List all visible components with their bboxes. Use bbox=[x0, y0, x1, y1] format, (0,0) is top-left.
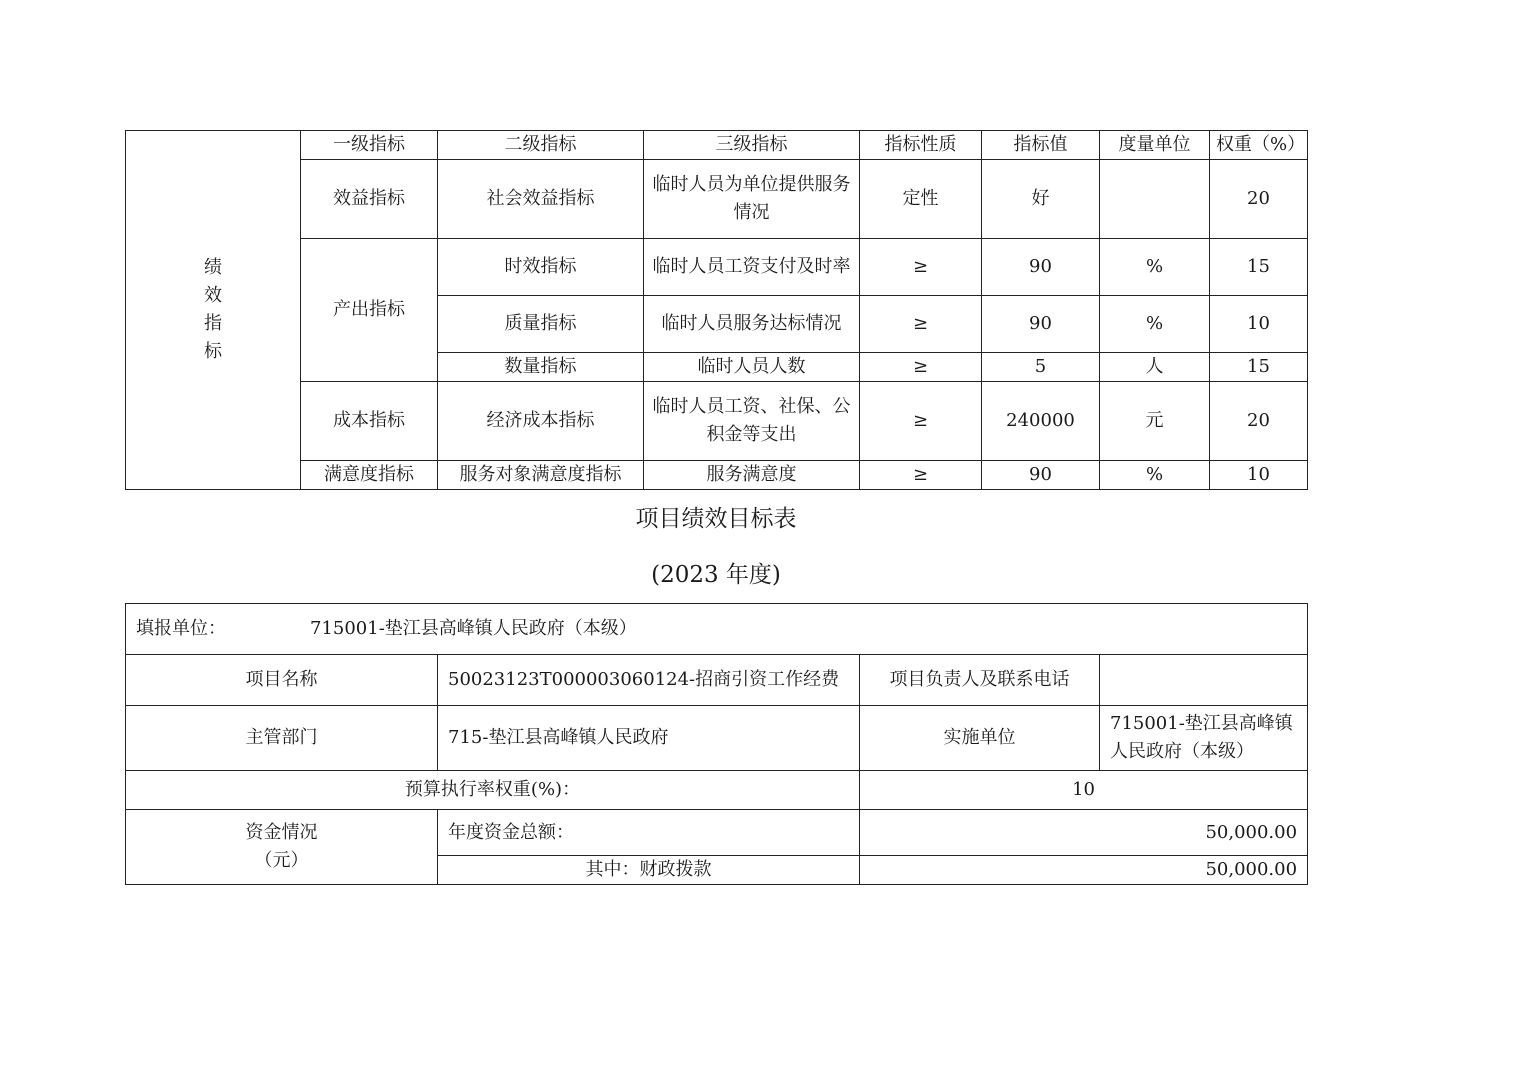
cell-value: 好 bbox=[982, 160, 1100, 239]
header-level1: 一级指标 bbox=[301, 131, 438, 160]
cell-value: 240000 bbox=[982, 382, 1100, 461]
cell-value: 90 bbox=[982, 461, 1100, 490]
cell-nature: 定性 bbox=[860, 160, 982, 239]
funds-label-line: （元） bbox=[254, 850, 309, 871]
cell-level2: 质量指标 bbox=[438, 296, 644, 353]
cell-weight: 10 bbox=[1210, 461, 1308, 490]
cell-nature: ≥ bbox=[860, 296, 982, 353]
header-nature: 指标性质 bbox=[860, 131, 982, 160]
project-name-label: 项目名称 bbox=[126, 655, 438, 706]
document-title: 项目绩效目标表 bbox=[635, 506, 797, 532]
project-name-value: 50023123T000003060124-招商引资工作经费 bbox=[438, 655, 860, 706]
cell-unit: 人 bbox=[1100, 353, 1210, 382]
cell-nature: ≥ bbox=[860, 461, 982, 490]
fiscal-funds-label: 其中：财政拨款 bbox=[438, 856, 860, 885]
cell-unit: % bbox=[1100, 461, 1210, 490]
cell-level1: 成本指标 bbox=[301, 382, 438, 461]
cell-value: 90 bbox=[982, 296, 1100, 353]
cell-weight: 15 bbox=[1210, 353, 1308, 382]
cell-value: 90 bbox=[982, 239, 1100, 296]
header-value: 指标值 bbox=[982, 131, 1100, 160]
header-unit: 度量单位 bbox=[1100, 131, 1210, 160]
table-row bbox=[126, 160, 1308, 239]
cell-level1: 效益指标 bbox=[301, 160, 438, 239]
cell-level1: 满意度指标 bbox=[301, 461, 438, 490]
cell-weight: 20 bbox=[1210, 160, 1308, 239]
cell-level2: 经济成本指标 bbox=[438, 382, 644, 461]
cell-level2: 社会效益指标 bbox=[438, 160, 644, 239]
section-label-char: 指 bbox=[204, 313, 222, 334]
performance-indicator-table bbox=[125, 130, 1308, 490]
cell-weight: 10 bbox=[1210, 296, 1308, 353]
contact-value bbox=[1100, 655, 1308, 706]
cell-nature: ≥ bbox=[860, 239, 982, 296]
cell-level3: 临时人员服务达标情况 bbox=[644, 296, 860, 353]
dept-label: 主管部门 bbox=[126, 706, 438, 771]
fiscal-funds-value: 50,000.00 bbox=[860, 856, 1308, 885]
contact-label: 项目负责人及联系电话 bbox=[860, 655, 1100, 706]
impl-label: 实施单位 bbox=[860, 706, 1100, 771]
cell-weight: 15 bbox=[1210, 239, 1308, 296]
total-funds-value: 50,000.00 bbox=[860, 810, 1308, 856]
cell-level2: 服务对象满意度指标 bbox=[438, 461, 644, 490]
cell-level2: 数量指标 bbox=[438, 353, 644, 382]
cell-level3: 临时人员工资、社保、公积金等支出 bbox=[644, 382, 860, 461]
budget-weight-label: 预算执行率权重(%)： bbox=[126, 771, 860, 810]
project-info-table bbox=[125, 603, 1308, 885]
table-row bbox=[126, 239, 1308, 296]
cell-value: 5 bbox=[982, 353, 1100, 382]
table-row bbox=[126, 461, 1308, 490]
section-label-char: 绩 bbox=[204, 257, 222, 278]
cell-unit: % bbox=[1100, 239, 1210, 296]
budget-weight-value: 10 bbox=[860, 771, 1308, 810]
total-funds-label: 年度资金总额： bbox=[438, 810, 860, 856]
fill-unit-row bbox=[126, 604, 1308, 655]
cell-level3: 服务满意度 bbox=[644, 461, 860, 490]
fill-unit-value: 715001-垫江县高峰镇人民政府（本级） bbox=[310, 618, 637, 639]
cell-nature: ≥ bbox=[860, 353, 982, 382]
cell-nature: ≥ bbox=[860, 382, 982, 461]
impl-value: 715001-垫江县高峰镇人民政府（本级） bbox=[1100, 706, 1308, 771]
cell-level1: 产出指标 bbox=[301, 239, 438, 382]
header-level2: 二级指标 bbox=[438, 131, 644, 160]
cell-unit: % bbox=[1100, 296, 1210, 353]
performance-section-label bbox=[126, 131, 301, 490]
section-label-char: 效 bbox=[204, 285, 222, 306]
funds-label bbox=[126, 810, 438, 885]
table-row bbox=[126, 382, 1308, 461]
document-year: (2023 年度) bbox=[651, 562, 781, 588]
cell-level3: 临时人员为单位提供服务情况 bbox=[644, 160, 860, 239]
cell-level3: 临时人员人数 bbox=[644, 353, 860, 382]
header-level3: 三级指标 bbox=[644, 131, 860, 160]
cell-unit bbox=[1100, 160, 1210, 239]
dept-value: 715-垫江县高峰镇人民政府 bbox=[438, 706, 860, 771]
header-weight: 权重（%） bbox=[1210, 131, 1308, 160]
cell-unit: 元 bbox=[1100, 382, 1210, 461]
funds-label-line: 资金情况 bbox=[245, 822, 318, 843]
cell-level3: 临时人员工资支付及时率 bbox=[644, 239, 860, 296]
cell-weight: 20 bbox=[1210, 382, 1308, 461]
fill-unit-label: 填报单位： bbox=[136, 618, 226, 639]
cell-level2: 时效指标 bbox=[438, 239, 644, 296]
section-label-char: 标 bbox=[204, 341, 222, 362]
